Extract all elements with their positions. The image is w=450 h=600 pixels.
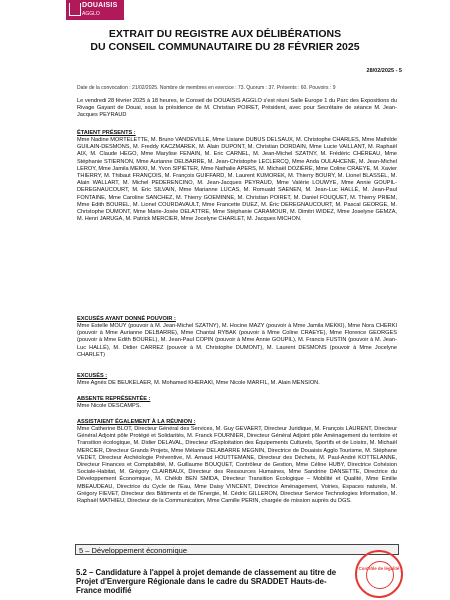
section-heading-bar: 5 – Développement économique (75, 544, 399, 555)
excuses-heading: EXCUSÉS : (77, 373, 108, 379)
document-title-line2: DU CONSEIL COMMUNAUTAIRE DU 28 FÉVRIER 2025 (90, 41, 360, 53)
intro-paragraph: Le vendredi 28 février 2025 à 18 heures, le Conseil de DOUAISIS AGGLO s'est réuni Salle Europe 1 du Parc des Expositions du Rivage Gayant de Douai, sous la présidence de M. Christian POIRET, Président, avec pour Secrétaire de séance M. Jean-Jacques PEYRAUD (77, 98, 397, 119)
assistaient-heading: ASSISTAIENT ÉGALEMENT À LA RÉUNION : (77, 419, 196, 425)
absente-heading: ABSENTE REPRÉSENTÉE : (77, 396, 151, 402)
excuses-list: Mme Agnès DE BEUKELAER, M. Mohamed KHERAKI, Mme Nicole MARFIL, M. Alain MENSION. (77, 380, 320, 386)
convocation-metadata: Date de la convocation : 21/02/2025. Nombre de membres en exercice : 73. Quorum : 37. Présents : 60. Pouvoirs : 9 (77, 85, 336, 91)
douaisis-logo (66, 0, 124, 20)
absente-list: Mme Nicole DESCAMPS. (77, 403, 142, 409)
stamp-text: Contrôle de légalité (358, 566, 400, 571)
assistaient-list: Mme Catherine BLOT, Directeur Général des Services, M. Guy GEVAERT, Directeur Juridique, M. François LAURENT, Directeur Général Adjoint pôle Protégé et Solidarités, M. Franck FOURNIER, Directeur Général Adjoint pôle Aménagement du territoire et Transition écologique, M. Didier DELAVAL, Directeur d'Exploitation des Équipements Culturels, Sportifs et de Loisirs, M. Michaël MERCIER, Directeur Grands Projets, Mme Mélanie DELABARRE MEGNIN, Directrice de Douaisis Agglo Tourisme, M. Stéphane VEDET, Directeur Archéologie Préventive, M. Arnaud HOUTTEMANE, Directeur des Déchets, M. Paul-André KOTTELANNE, Directeur Finances et Comptabilité, M. Guillaume BOUQUET, Contrôleur de Gestion, Mme Céline HUBY, Directrice Cohésion Sociale-Habitat, M. Grégory CLAIRBAUX, Directeur des Ressources Humaines, Mme Sandrine DANSETTE, Directrice du Développement Économique, M. Chékib BEN SMIDA, Directeur Transition Écologique – Mobilité et Qualité, Mme Emilie MBEAUDEAU, Directrice du Cycle de l'Eau, Mme Daisy VINCENT, Directrice Aménagement, Voiries, Espaces naturels, M. Grégory FIEVET, Directeur des Bâtiments et de l'Énergie, M. Cédric GILLERON, Directeur Service Technologies Information, M. Raphaël MATHIEU, Directeur de la Communication, Mme Camille PERIN, chargée de mission auprès du DGS. (77, 426, 397, 505)
logo-name: DOUAISIS (82, 2, 118, 9)
legality-stamp-icon (355, 550, 403, 598)
logo-mark-icon (69, 3, 81, 16)
excuses-pouvoir-list: Mme Estelle MOUY (pouvoir à M. Jean-Michel SZATNY), M. Hocine MAZY (pouvoir à Mme Jamila MEKKI), Mme Nora CHERKI (pouvoir à Mme Aurianne DELBARRE), Mme Chantal RYBAK (pouvoir à Mme Coline CRAEYE), Mme Florence GEORGES (pouvoir à Mme Edith BOUREL), M. Jean-Paul COPIN (pouvoir à Mme Annie GOUPIL), M. Francis FUSTIN (pouvoir à M. Jean-Luc HALLÉ), M. Didier CARREZ (pouvoir à M. Christophe DUMONT), M. Laurent DESMONS (pouvoir à Mme Jocelyne CHARLET) (77, 323, 397, 358)
subsection-title: 5.2 – Candidature à l'appel à projet demande de classement au titre de Projet d'Envergure Régionale dans le cadre du SRADDET Hauts-de-France modifié (76, 568, 337, 595)
logo-sub: AGGLO (82, 11, 100, 17)
excuses-pouvoir-heading: EXCUSÉS AYANT DONNÉ POUVOIR : (77, 316, 176, 322)
presents-list: Mme Nadine MORTELETTE, M. Bruno VANDEVILLE, Mme Lisiane DUBUS DELSAUX, M. Christophe CHARLES, Mme Mathilde GUILAIN-DESMONS, M. Freddy KACZMAREK, M. Alain DUPONT, M. Christian DORDAIN, Mme Lucie VAILLANT, M. Raphaël AIX, M. Claude HEGO, Mme Marylise FENAIN, M. Eric CARNEL, M. Jean-Michel SZATNY, M. Frédéric CHÉREAU, Mme Stéphanie STIERNON, Mme Aurianne DELBARRE, M. Jean-Christophe LECLERCQ, Mme Anda OULAHCENE, M. Jean-Michel LEROY, Mme Jamila MEKKI, M. Yvon SIPIÉTER, Mme Nathalie APERS, M. Michaël DOZIÈRE, Mme Coline CRAEYE, M. Xavier THIERRY, M. Thibaut FRANÇOIS, M. François GUIFFARD, M. Laurent KUMOREK, M. Thierry BOURY, M. Lionel BLASSEL, M. Alain WALLART, M. Michel PEDERENCINO, M. Jean-Jacques PEYRAUD, Mme Valérie LOUWYE, Mme Annie GOUPIL-DEREGNAUCOURT, M. Eric SILVAIN, Mme Marianne LUCAS, M. Romuald SAENEN, M. Jean-Luc HALLÉ, M. Jean-Paul FONTAINE, Mme Caroline SANCHEZ, M. Thierry GOEMINNE, M. Christian POIRET, M. Daniel FOUQUET, M. Thierry PRIEM, Mme Edith BOUREL, M. Lionel COURDAVAULT, Mme Francette DUEZ, M. Éric DEREGNAUCOURT, M. Pascal GEORGE, M. Christophe DUMONT, Mme Marie-Josée DELATTRE, Mme Stéphanie CARAMOUR, M. Dimitri WIDEZ, Mme Joselyne GEMZA, M. Henri JARUGA, M. Patrick MERCIER, Mme Jocelyne CHARLET, M. Jacques MICHON. (77, 137, 397, 223)
document-title-line1: EXTRAIT DU REGISTRE AUX DÉLIBÉRATIONS (108, 28, 342, 40)
presents-heading: ÉTAIENT PRÉSENTS : (77, 130, 136, 136)
deliberation-reference: 28/02/2025 - 5 (366, 68, 402, 74)
